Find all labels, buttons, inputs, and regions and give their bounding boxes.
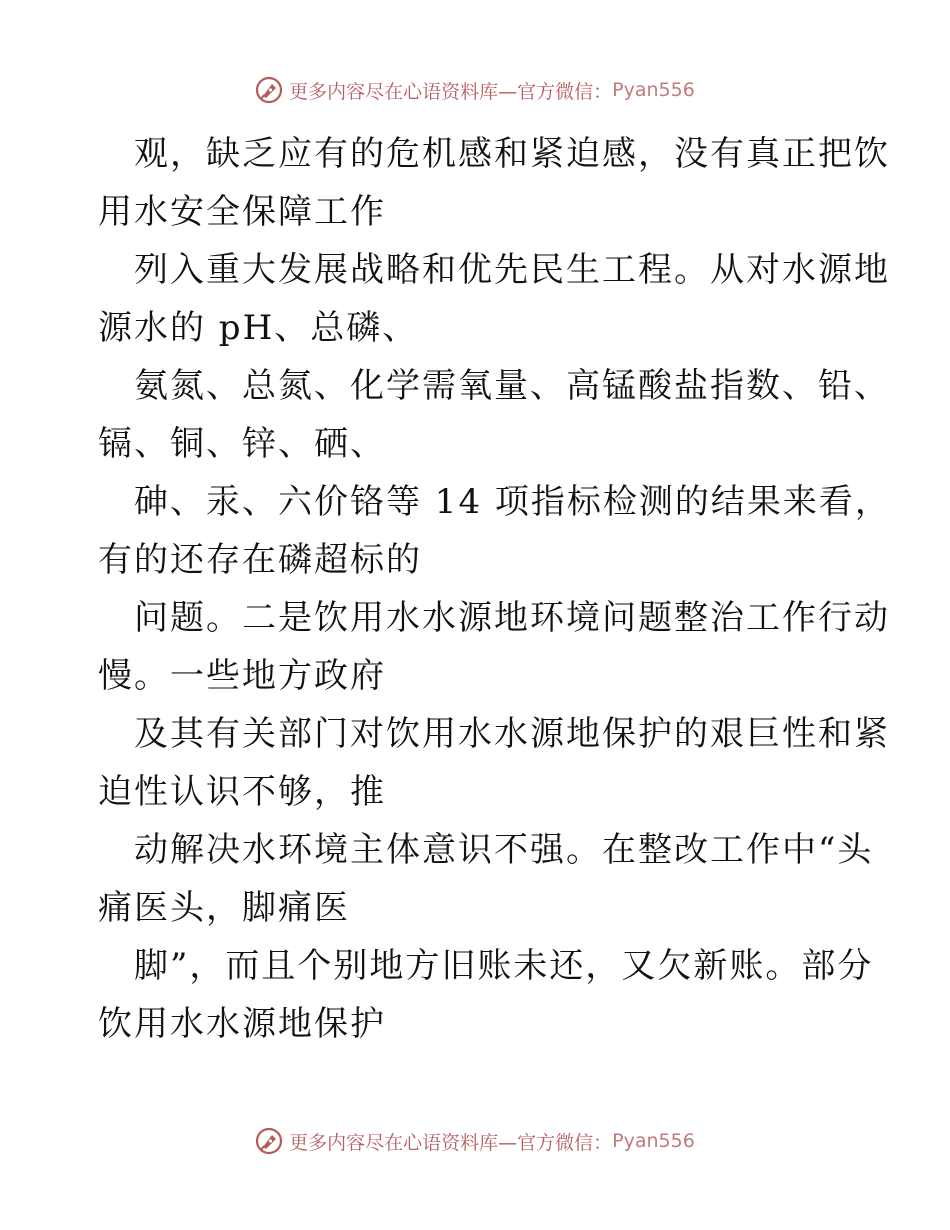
paragraph-line: 观，缺乏应有的危机感和紧迫感，没有真正把饮 bbox=[134, 134, 890, 174]
paragraph bbox=[98, 821, 874, 937]
watermark-id: Pyan556 bbox=[612, 79, 695, 101]
paragraph-line: 慢。一些地方政府 bbox=[98, 656, 386, 696]
paragraph-line: 列入重大发展战略和优先民生工程。从对水源地 bbox=[134, 250, 890, 290]
header-watermark bbox=[0, 72, 950, 108]
paragraph bbox=[98, 937, 874, 1053]
paragraph-line: 痛医头，脚痛医 bbox=[98, 888, 350, 928]
paragraph-line: 镉、铜、锌、硒、 bbox=[98, 424, 386, 464]
paragraph-line: 砷、汞、六价铬等 14 项指标检测的结果来看， bbox=[134, 482, 891, 522]
paragraph bbox=[98, 241, 890, 357]
paragraph bbox=[98, 473, 891, 589]
document-body bbox=[98, 125, 891, 1053]
paragraph-line: 氨氮、总氮、化学需氧量、高锰酸盐指数、铅、 bbox=[134, 366, 890, 406]
pen-nib-logo-icon bbox=[255, 76, 283, 104]
paragraph-line: 动解决水环境主体意识不强。在整改工作中“头 bbox=[134, 830, 874, 870]
footer-watermark bbox=[0, 1123, 950, 1159]
paragraph-line: 有的还存在磷超标的 bbox=[98, 540, 422, 580]
paragraph-line: 迫性认识不够，推 bbox=[98, 772, 386, 812]
watermark-text: 更多内容尽在心语资料库—官方微信： bbox=[289, 80, 613, 103]
paragraph-line: 脚”，而且个别地方旧账未还，又欠新账。部分 bbox=[134, 946, 874, 986]
paragraph bbox=[98, 705, 890, 821]
pen-nib-logo-icon bbox=[255, 1127, 283, 1155]
watermark-id: Pyan556 bbox=[612, 1130, 695, 1152]
paragraph-line: 及其有关部门对饮用水水源地保护的艰巨性和紧 bbox=[134, 714, 890, 754]
paragraph-line: 用水安全保障工作 bbox=[98, 192, 386, 232]
paragraph-line: 问题。二是饮用水水源地环境问题整治工作行动 bbox=[134, 598, 890, 638]
paragraph-line: 饮用水水源地保护 bbox=[98, 1004, 386, 1044]
paragraph-line: 源水的 pH、总磷、 bbox=[98, 308, 419, 348]
paragraph bbox=[98, 357, 890, 473]
paragraph bbox=[98, 589, 890, 705]
paragraph bbox=[98, 125, 890, 241]
watermark-text: 更多内容尽在心语资料库—官方微信： bbox=[289, 1131, 613, 1154]
